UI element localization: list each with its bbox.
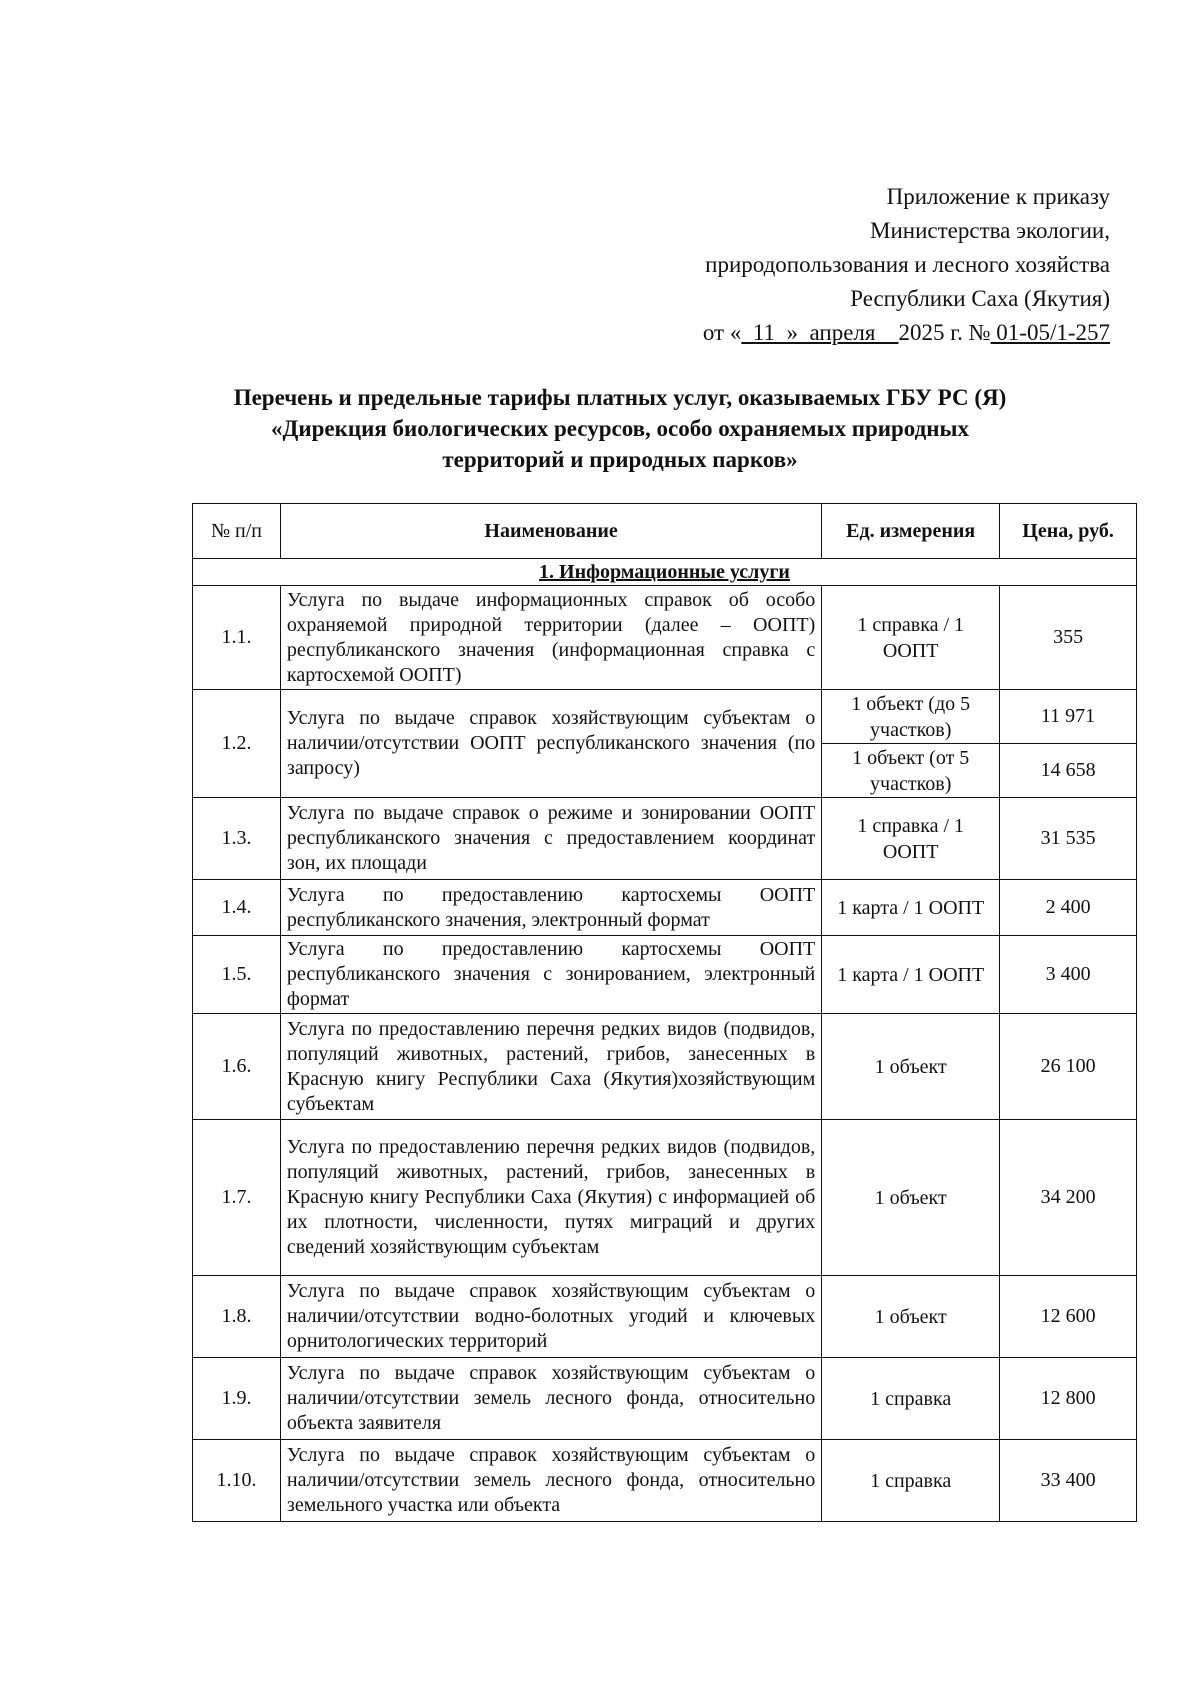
title-line-3: территорий и природных парков» [442, 447, 798, 472]
row-price: 34 200 [1000, 1120, 1137, 1276]
row-name: Услуга по выдаче информационных справок об особо охраняемой природной территории (далее – ООПТ) республиканского значения (информационная справка с картосхемой ООПТ) [280, 586, 821, 690]
row-price: 355 [1000, 586, 1137, 690]
section-title: 1. Информационные услуги [193, 559, 1137, 586]
row-unit: 1 справка [822, 1440, 1000, 1522]
header-line-2: Министерства экологии, [870, 218, 1110, 243]
row-price: 3 400 [1000, 936, 1137, 1014]
table-row [193, 880, 1137, 936]
row-unit: 1 справка / 1 ООПТ [822, 586, 1000, 690]
row-unit: 1 справка [822, 1358, 1000, 1440]
row-unit: 1 карта / 1 ООПТ [822, 936, 1000, 1014]
row-num: 1.6. [193, 1014, 281, 1120]
tariff-table [192, 503, 1137, 1522]
row-name: Услуга по выдаче справок хозяйствующим субъектам о наличии/отсутствии земель лесного фонда, относительно объекта заявителя [280, 1358, 821, 1440]
table-row [193, 1120, 1137, 1276]
row-num: 1.3. [193, 798, 281, 880]
order-day: 11 [741, 320, 787, 345]
order-number: 01-05/1-257 [990, 320, 1110, 345]
header-line-4: Республики Саха (Якутия) [850, 286, 1110, 311]
document-title [180, 382, 1060, 475]
header-name: Наименование [280, 504, 821, 559]
order-mid: » [786, 320, 798, 345]
table-row [193, 1358, 1137, 1440]
row-num: 1.7. [193, 1120, 281, 1276]
row-unit: 1 справка / 1 ООПТ [822, 798, 1000, 880]
table-header-row [193, 504, 1137, 559]
row-price: 31 535 [1000, 798, 1137, 880]
title-line-2: «Дирекция биологических ресурсов, особо охраняемых природных [271, 416, 969, 441]
row-price: 12 800 [1000, 1358, 1137, 1440]
order-reference [550, 316, 1110, 350]
row-name: Услуга по предоставлению перечня редких видов (подвидов, популяций животных, растений, грибов, занесенных в Красную книгу Республики Саха (Якутия) с информацией об их плотности, численности, путях миграций и других сведений хозяйствующим субъектам [280, 1120, 821, 1276]
row-unit: 1 объект [822, 1276, 1000, 1358]
table-row [193, 586, 1137, 690]
row-num: 1.1. [193, 586, 281, 690]
row-name: Услуга по выдаче справок о режиме и зонировании ООПТ республиканского значения с предоставлением координат зон, их площади [280, 798, 821, 880]
order-year: 2025 г. № [898, 320, 991, 345]
table-row [193, 1014, 1137, 1120]
row-unit: 1 карта / 1 ООПТ [822, 880, 1000, 936]
order-month: апреля [798, 320, 899, 345]
row-price: 26 100 [1000, 1014, 1137, 1120]
row-name: Услуга по выдаче справок хозяйствующим субъектам о наличии/отсутствии ООПТ республиканского значения (по запросу) [280, 690, 821, 798]
table-row [193, 798, 1137, 880]
row-num: 1.2. [193, 690, 281, 798]
table-row [193, 690, 1137, 744]
table-row [193, 1440, 1137, 1522]
row-num: 1.10. [193, 1440, 281, 1522]
header-num: № п/п [193, 504, 281, 559]
row-name: Услуга по выдаче справок хозяйствующим субъектам о наличии/отсутствии водно-болотных угодий и ключевых орнитологических территорий [280, 1276, 821, 1358]
row-name: Услуга по предоставлению перечня редких видов (подвидов, популяций животных, растений, грибов, занесенных в Красную книгу Республики Саха (Якутия)хозяйствующим субъектам [280, 1014, 821, 1120]
order-prefix: от « [702, 320, 742, 345]
row-price: 14 658 [1000, 744, 1137, 798]
row-unit: 1 объект (до 5 участков) [822, 690, 1000, 744]
row-num: 1.4. [193, 880, 281, 936]
row-unit: 1 объект [822, 1014, 1000, 1120]
row-name: Услуга по предоставлению картосхемы ООПТ республиканского значения, электронный формат [280, 880, 821, 936]
row-name: Услуга по предоставлению картосхемы ООПТ республиканского значения с зонированием, электронный формат [280, 936, 821, 1014]
header-line-3: природопользования и лесного хозяйства [705, 252, 1110, 277]
row-price: 11 971 [1000, 690, 1137, 744]
row-name: Услуга по выдаче справок хозяйствующим субъектам о наличии/отсутствии земель лесного фонда, относительно земельного участка или объекта [280, 1440, 821, 1522]
row-unit: 1 объект (от 5 участков) [822, 744, 1000, 798]
title-line-1: Перечень и предельные тарифы платных услуг, оказываемых ГБУ РС (Я) [233, 385, 1007, 410]
section-row [193, 559, 1137, 586]
header-price: Цена, руб. [1000, 504, 1137, 559]
header-line-1: Приложение к приказу [886, 184, 1110, 209]
row-num: 1.5. [193, 936, 281, 1014]
table-row [193, 1276, 1137, 1358]
row-price: 12 600 [1000, 1276, 1137, 1358]
header-unit: Ед. измерения [822, 504, 1000, 559]
table-row [193, 936, 1137, 1014]
document-header [550, 180, 1110, 350]
row-num: 1.9. [193, 1358, 281, 1440]
row-price: 33 400 [1000, 1440, 1137, 1522]
row-unit: 1 объект [822, 1120, 1000, 1276]
row-price: 2 400 [1000, 880, 1137, 936]
row-num: 1.8. [193, 1276, 281, 1358]
